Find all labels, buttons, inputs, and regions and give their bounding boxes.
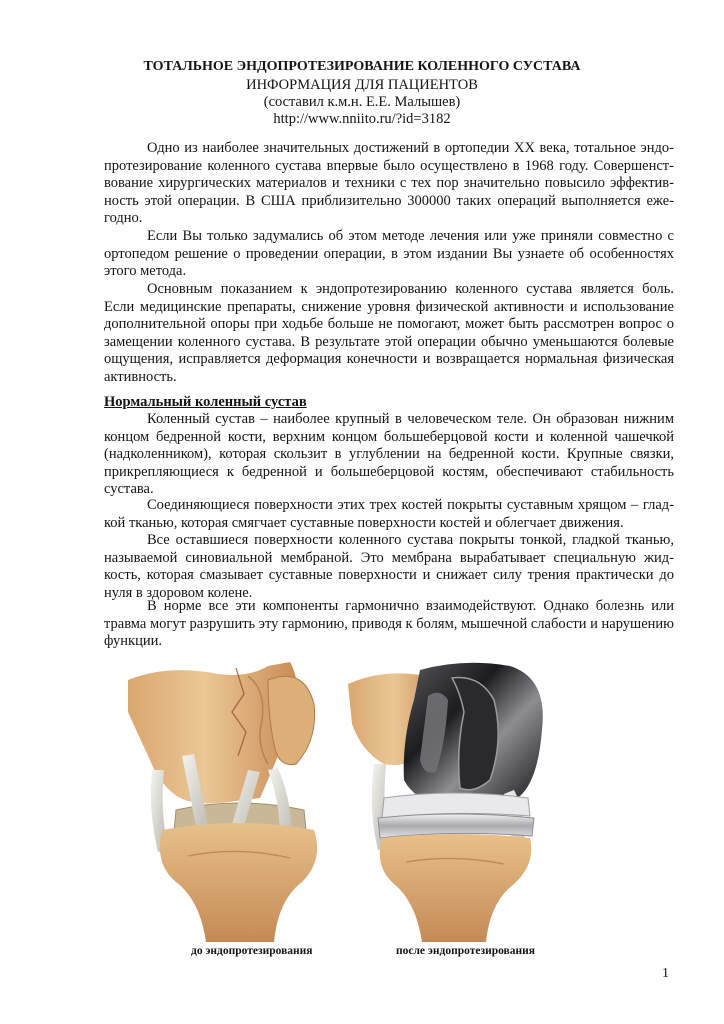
document-subtitle: ИНФОРМАЦИЯ ДЛЯ ПАЦИЕНТОВ bbox=[246, 77, 478, 93]
document-title: ТОТАЛЬНОЕ ЭНДОПРОТЕЗИРОВАНИЕ КОЛЕННОГО СУСТАВА bbox=[143, 59, 581, 74]
caption-before: до эндопротезирования bbox=[191, 945, 313, 957]
section-paragraph-3: Все оставшиеся поверхности коленного сустава покрыты тонкой, гладкой тканью, называемой синовиальной мембраной. Это мембрана вырабатывает специальную жидкость, которая смазывает суставные поверхности и снижает силу трения практически до нуля в здоровом колене. bbox=[104, 532, 674, 601]
caption-after: после эндопротезирования bbox=[396, 945, 535, 957]
intro-paragraph-3: Основным показанием к эндопротезированию коленного сустава является боль. Если медицинские препараты, снижение уровня физической активности и использование дополнительной опоры при ходьбе больше не помогают, может быть рассмотрен вопрос о замещении коленного сустава. В результате этой операции обычно уменьшаются болевые ощущения, исправляется деформация конечности и возвращается нормальная физическая активность. bbox=[104, 281, 674, 385]
section-paragraph-4: В норме все эти компоненты гармонично взаимодействуют. Однако болезнь или травма могут разрушить эту гармонию, приводя к болям, мышечной слабости и нарушению функции. bbox=[104, 598, 674, 650]
tibia-shape bbox=[380, 834, 532, 942]
section-heading: Нормальный коленный сустав bbox=[104, 394, 307, 410]
section-paragraph-2: Соединяющиеся поверхности этих трех костей покрыты суставным хрящом – гладкой тканью, которая смягчает суставные поверхности костей и облегчает движения. bbox=[104, 497, 674, 531]
tibia-shape bbox=[160, 823, 317, 942]
knee-after-illustration bbox=[344, 660, 570, 942]
document-url: http://www.nniito.ru/?id=3182 bbox=[273, 111, 451, 127]
intro-paragraph-1: Одно из наиболее значительных достижений в ортопедии XX века, тотальное эндопротезирование коленного сустава впервые было осуществлено в 1968 году. Совершенствование хирургических материалов и техники с тех пор значительно повысило эффективность этой операции. В США приблизительно 300000 таких операций выполняется ежегодно. bbox=[104, 140, 674, 227]
page-number: 1 bbox=[662, 966, 669, 981]
section-paragraph-1: Коленный сустав – наиболее крупный в человеческом теле. Он образован нижним концом бедренной кости, верхним концом большеберцовой кости и коленной чашечкой (надколенником), которая скользит в углублении на бедренной кости. Крупные связки, прикрепляющиеся к бедренной и большеберцовой костям, обеспечивают стабильность сустава. bbox=[104, 411, 674, 498]
intro-paragraph-2: Если Вы только задумались об этом методе лечения или уже приняли совместно с ортопедом решение о проведении операции, в этом издании Вы узнаете об особенностях этого метода. bbox=[104, 228, 674, 280]
document-author: (составил к.м.н. Е.Е. Малышев) bbox=[263, 94, 461, 110]
knee-before-illustration bbox=[128, 660, 360, 942]
